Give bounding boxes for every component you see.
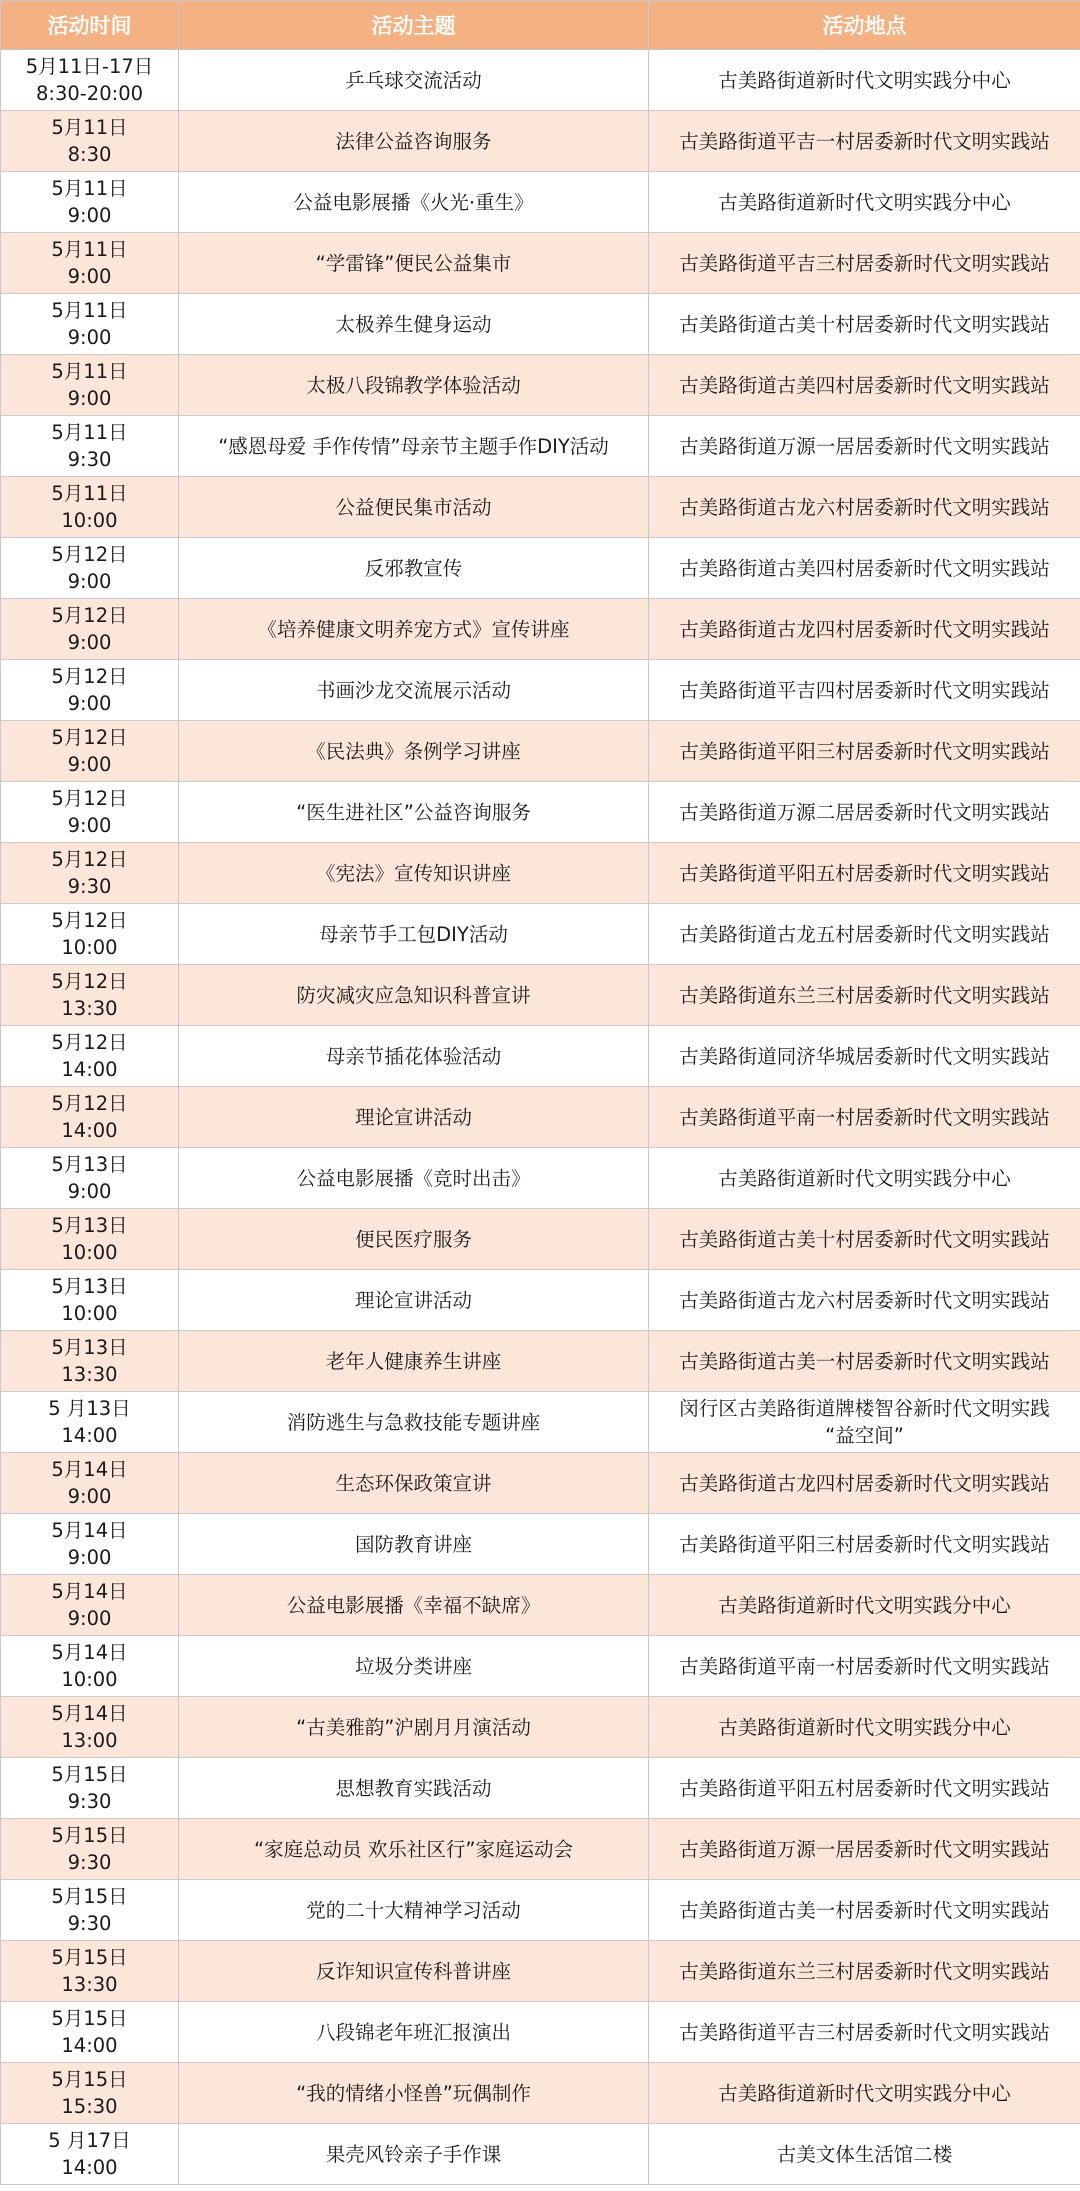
- activity-place: 古美路街道东兰三村居委新时代文明实践站: [679, 983, 1050, 1007]
- table-row: [1, 538, 1080, 599]
- activity-place: 古美文体生活馆二楼: [776, 2142, 953, 2166]
- activity-place-cell: [649, 1697, 1080, 1758]
- activity-time-cell: [1, 111, 179, 172]
- activity-date: 5月11日: [51, 421, 128, 444]
- table-row: [1, 965, 1080, 1026]
- activity-topic: 果壳风铃亲子手作课: [325, 2142, 502, 2166]
- activity-date: 5月11日: [51, 238, 128, 261]
- activity-time-cell: [1, 721, 179, 782]
- activity-time-cell: [1, 172, 179, 233]
- table-row: [1, 111, 1080, 172]
- activity-place-cell: [649, 2124, 1080, 2185]
- activity-topic: 老年人健康养生讲座: [325, 1349, 502, 1373]
- activity-hour: 14:00: [61, 1424, 118, 1447]
- activity-place-cell: [649, 965, 1080, 1026]
- activity-hour: 9:30: [67, 1790, 112, 1813]
- activity-hour: 14:00: [61, 1119, 118, 1142]
- activity-topic: 《培养健康文明养宠方式》宣传讲座: [257, 617, 570, 641]
- activity-place-cell: [649, 1209, 1080, 1270]
- activity-place: 古美路街道古美四村居委新时代文明实践站: [679, 373, 1050, 397]
- activity-topic-cell: [179, 904, 649, 965]
- activity-place-cell: [649, 1270, 1080, 1331]
- activity-time-cell: [1, 1209, 179, 1270]
- table-row: [1, 1941, 1080, 2002]
- table-row: [1, 172, 1080, 233]
- activity-topic-cell: [179, 1209, 649, 1270]
- activity-place: 古美路街道平阳五村居委新时代文明实践站: [679, 861, 1050, 885]
- activity-time-cell: [1, 1453, 179, 1514]
- activity-topic: 《宪法》宣传知识讲座: [315, 861, 511, 885]
- activity-place: 古美路街道古美十村居委新时代文明实践站: [679, 312, 1050, 336]
- activity-topic: “古美雅韵”沪剧月月演活动: [296, 1715, 531, 1739]
- activity-topic-cell: [179, 1026, 649, 1087]
- activity-topic: 垃圾分类讲座: [354, 1654, 472, 1678]
- activity-time-cell: [1, 1819, 179, 1880]
- activity-date: 5月11日: [51, 299, 128, 322]
- activity-date: 5月11日-17日: [25, 55, 154, 78]
- activity-time-cell: [1, 660, 179, 721]
- activity-place-cell: [649, 660, 1080, 721]
- activity-topic: 书画沙龙交流展示活动: [315, 678, 511, 702]
- activity-place-cell: [649, 1819, 1080, 1880]
- header-activity-topic: 活动主题: [179, 1, 649, 50]
- activity-date: 5月14日: [51, 1458, 128, 1481]
- table-body: [1, 50, 1080, 2185]
- table-row: [1, 1575, 1080, 1636]
- table-row: [1, 1392, 1080, 1453]
- table-row: [1, 1331, 1080, 1392]
- activity-topic: 母亲节插花体验活动: [325, 1044, 502, 1068]
- activity-date: 5月14日: [51, 1519, 128, 1542]
- activity-date: 5月15日: [51, 2007, 128, 2030]
- activity-place: 古美路街道古美一村居委新时代文明实践站: [679, 1349, 1050, 1373]
- activity-topic-cell: [179, 477, 649, 538]
- activity-place: 古美路街道新时代文明实践分中心: [718, 1715, 1011, 1739]
- activity-place-cell: [649, 2063, 1080, 2124]
- activity-hour: 9:30: [67, 875, 112, 898]
- activity-hour: 8:30-20:00: [35, 82, 144, 105]
- activity-hour: 9:00: [67, 1180, 112, 1203]
- activity-hour: 13:30: [61, 1363, 118, 1386]
- activity-place-cell: [649, 1087, 1080, 1148]
- activity-date: 5月12日: [51, 1031, 128, 1054]
- activity-place-cell: [649, 1026, 1080, 1087]
- table-row: [1, 599, 1080, 660]
- activity-topic-cell: [179, 1392, 649, 1453]
- table-row: [1, 1148, 1080, 1209]
- activity-hour: 9:00: [67, 326, 112, 349]
- activity-hour: 8:30: [67, 143, 112, 166]
- activity-date: 5月11日: [51, 116, 128, 139]
- activity-date: 5月14日: [51, 1702, 128, 1725]
- activity-topic-cell: [179, 1758, 649, 1819]
- activity-topic: “感恩母爱 手作传情”母亲节主题手作DIY活动: [218, 434, 609, 458]
- activity-date: 5月12日: [51, 848, 128, 871]
- activity-topic-cell: [179, 782, 649, 843]
- activity-topic: 消防逃生与急救技能专题讲座: [286, 1410, 541, 1434]
- activity-hour: 9:00: [67, 570, 112, 593]
- header-activity-place: 活动地点: [649, 1, 1080, 50]
- activity-place-cell: [649, 721, 1080, 782]
- activity-time-cell: [1, 1697, 179, 1758]
- activity-topic: 公益电影展播《竞时出击》: [296, 1166, 531, 1190]
- table-row: [1, 1514, 1080, 1575]
- activity-place: 古美路街道平南一村居委新时代文明实践站: [679, 1654, 1050, 1678]
- activity-date: 5月15日: [51, 1885, 128, 1908]
- table-row: [1, 782, 1080, 843]
- table-row: [1, 660, 1080, 721]
- activity-place-cell: [649, 1514, 1080, 1575]
- activity-date: 5月13日: [51, 1153, 128, 1176]
- activity-topic: 便民医疗服务: [354, 1227, 472, 1251]
- table-row: [1, 294, 1080, 355]
- activity-date: 5月11日: [51, 360, 128, 383]
- activity-time-cell: [1, 2002, 179, 2063]
- activity-time-cell: [1, 1941, 179, 2002]
- table-row: [1, 1209, 1080, 1270]
- activity-hour: 15:30: [61, 2095, 118, 2118]
- activity-place: 古美路街道古美十村居委新时代文明实践站: [679, 1227, 1050, 1251]
- activity-time-cell: [1, 416, 179, 477]
- activity-topic-cell: [179, 843, 649, 904]
- activity-date: 5月15日: [51, 1824, 128, 1847]
- activity-topic: 反诈知识宣传科普讲座: [315, 1959, 511, 1983]
- activity-topic-cell: [179, 355, 649, 416]
- activity-place-cell: [649, 1941, 1080, 2002]
- activity-place-cell: [649, 111, 1080, 172]
- activity-hour: 10:00: [61, 509, 118, 532]
- activity-date: 5月12日: [51, 726, 128, 749]
- activity-topic-cell: [179, 1575, 649, 1636]
- activity-topic: 防灾减灾应急知识科普宣讲: [296, 983, 531, 1007]
- table-row: [1, 721, 1080, 782]
- activity-time-cell: [1, 1331, 179, 1392]
- activity-topic-cell: [179, 599, 649, 660]
- activity-hour: 9:00: [67, 631, 112, 654]
- activity-topic: 太极八段锦教学体验活动: [306, 373, 521, 397]
- activity-date: 5 月17日: [48, 2129, 131, 2152]
- activity-topic-cell: [179, 1453, 649, 1514]
- activity-time-cell: [1, 965, 179, 1026]
- activity-topic-cell: [179, 294, 649, 355]
- activity-date: 5月14日: [51, 1641, 128, 1664]
- activity-topic: 理论宣讲活动: [354, 1288, 472, 1312]
- activity-topic-cell: [179, 1819, 649, 1880]
- activity-place: 古美路街道古美四村居委新时代文明实践站: [679, 556, 1050, 580]
- activity-place-cell: [649, 599, 1080, 660]
- activity-hour: 14:00: [61, 1058, 118, 1081]
- table-row: [1, 843, 1080, 904]
- activity-date: 5月13日: [51, 1214, 128, 1237]
- activity-place: 古美路街道新时代文明实践分中心: [718, 1166, 1011, 1190]
- activity-topic-cell: [179, 721, 649, 782]
- activity-place-cell: [649, 233, 1080, 294]
- activity-date: 5月12日: [51, 1092, 128, 1115]
- activity-place-cell: [649, 782, 1080, 843]
- activity-date: 5月12日: [51, 543, 128, 566]
- activity-hour: 10:00: [61, 1302, 118, 1325]
- activity-place-cell: [649, 2002, 1080, 2063]
- activity-place: 古美路街道平吉三村居委新时代文明实践站: [679, 2020, 1050, 2044]
- activity-place: 古美路街道平吉一村居委新时代文明实践站: [679, 129, 1050, 153]
- activity-place: 古美路街道平阳三村居委新时代文明实践站: [679, 1532, 1050, 1556]
- activity-topic: 法律公益咨询服务: [335, 129, 492, 153]
- activity-place-cell: [649, 477, 1080, 538]
- activity-place: 古美路街道万源一居居委新时代文明实践站: [679, 1837, 1050, 1861]
- activity-topic: 公益电影展播《火光·重生》: [293, 190, 534, 214]
- activity-time-cell: [1, 1758, 179, 1819]
- activity-place-cell: [649, 416, 1080, 477]
- activity-topic: 反邪教宣传: [364, 556, 463, 580]
- activity-time-cell: [1, 1880, 179, 1941]
- activity-hour: 9:30: [67, 448, 112, 471]
- activity-place-cell: [649, 1575, 1080, 1636]
- activity-topic-cell: [179, 111, 649, 172]
- activity-topic-cell: [179, 660, 649, 721]
- activity-topic: 国防教育讲座: [354, 1532, 472, 1556]
- table-row: [1, 2124, 1080, 2185]
- activity-topic-cell: [179, 538, 649, 599]
- activity-hour: 13:00: [61, 1729, 118, 1752]
- header-row: [1, 1, 1080, 50]
- activity-date: 5月15日: [51, 1946, 128, 1969]
- activity-hour: 10:00: [61, 936, 118, 959]
- table-row: [1, 477, 1080, 538]
- activity-hour: 10:00: [61, 1668, 118, 1691]
- activity-hour: 9:00: [67, 1485, 112, 1508]
- table-row: [1, 1087, 1080, 1148]
- activity-topic: 乒乓球交流活动: [345, 68, 482, 92]
- activity-date: 5月12日: [51, 665, 128, 688]
- activity-topic: 太极养生健身运动: [335, 312, 492, 336]
- activity-hour: 9:00: [67, 204, 112, 227]
- activity-place-cell: [649, 1453, 1080, 1514]
- table-row: [1, 1636, 1080, 1697]
- activity-time-cell: [1, 1392, 179, 1453]
- activity-hour: 13:30: [61, 1973, 118, 1996]
- activity-place-cell: [649, 538, 1080, 599]
- activity-topic-cell: [179, 1148, 649, 1209]
- activity-date: 5月15日: [51, 2068, 128, 2091]
- activity-place-cell: [649, 1331, 1080, 1392]
- activity-date: 5月12日: [51, 787, 128, 810]
- activity-time-cell: [1, 50, 179, 111]
- table-row: [1, 2063, 1080, 2124]
- activity-time-cell: [1, 477, 179, 538]
- activity-hour: 9:00: [67, 265, 112, 288]
- table-header: [1, 1, 1080, 50]
- activity-place: 古美路街道平阳三村居委新时代文明实践站: [679, 739, 1050, 763]
- activity-place: 古美路街道古龙六村居委新时代文明实践站: [679, 1288, 1050, 1312]
- activity-topic: 《民法典》条例学习讲座: [306, 739, 521, 763]
- activity-topic: 思想教育实践活动: [335, 1776, 492, 1800]
- activity-hour: 9:30: [67, 1912, 112, 1935]
- activity-time-cell: [1, 1026, 179, 1087]
- activity-place-cell: [649, 1392, 1080, 1453]
- activity-hour: 9:00: [67, 1546, 112, 1569]
- activity-time-cell: [1, 2124, 179, 2185]
- activity-hour: 9:00: [67, 814, 112, 837]
- table-row: [1, 1758, 1080, 1819]
- activity-time-cell: [1, 1270, 179, 1331]
- activity-topic: 党的二十大精神学习活动: [306, 1898, 521, 1922]
- activity-topic-cell: [179, 1514, 649, 1575]
- activity-hour: 9:00: [67, 387, 112, 410]
- activity-place-cell: [649, 172, 1080, 233]
- activity-topic-cell: [179, 1331, 649, 1392]
- activity-time-cell: [1, 1575, 179, 1636]
- activity-place-cell: [649, 1636, 1080, 1697]
- activity-topic-cell: [179, 1697, 649, 1758]
- activity-time-cell: [1, 1148, 179, 1209]
- activity-place: 古美路街道新时代文明实践分中心: [718, 1593, 1011, 1617]
- activity-place-cell: [649, 50, 1080, 111]
- activity-topic-cell: [179, 1880, 649, 1941]
- activity-hour: 9:00: [67, 692, 112, 715]
- activity-topic-cell: [179, 416, 649, 477]
- activity-hour: 9:30: [67, 1851, 112, 1874]
- table-row: [1, 233, 1080, 294]
- activity-hour: 14:00: [61, 2034, 118, 2057]
- activity-topic-cell: [179, 172, 649, 233]
- activity-topic-cell: [179, 2002, 649, 2063]
- activity-place-cell: [649, 294, 1080, 355]
- table-row: [1, 1697, 1080, 1758]
- table-row: [1, 50, 1080, 111]
- activity-topic: “我的情绪小怪兽”玩偶制作: [296, 2081, 531, 2105]
- activity-place: 古美路街道古美一村居委新时代文明实践站: [679, 1898, 1050, 1922]
- activity-topic: “医生进社区”公益咨询服务: [296, 800, 531, 824]
- activity-topic-cell: [179, 1270, 649, 1331]
- activity-topic-cell: [179, 1087, 649, 1148]
- table-row: [1, 1026, 1080, 1087]
- activity-topic-cell: [179, 1941, 649, 2002]
- activity-date: 5 月13日: [48, 1397, 131, 1420]
- activity-place: 古美路街道平南一村居委新时代文明实践站: [679, 1105, 1050, 1129]
- activity-place: 古美路街道平吉三村居委新时代文明实践站: [679, 251, 1050, 275]
- activity-place: 古美路街道古龙四村居委新时代文明实践站: [679, 1471, 1050, 1495]
- activity-time-cell: [1, 599, 179, 660]
- activity-topic: “学雷锋”便民公益集市: [315, 251, 512, 275]
- activity-topic: 公益便民集市活动: [335, 495, 492, 519]
- activity-date: 5月14日: [51, 1580, 128, 1603]
- activity-place: 古美路街道平阳五村居委新时代文明实践站: [679, 1776, 1050, 1800]
- activity-date: 5月12日: [51, 604, 128, 627]
- activity-place-cell: [649, 1880, 1080, 1941]
- activity-place: 古美路街道新时代文明实践分中心: [718, 2081, 1011, 2105]
- activity-place: 古美路街道同济华城居委新时代文明实践站: [679, 1044, 1050, 1068]
- activity-place-cell: [649, 1148, 1080, 1209]
- activity-place-cell: [649, 355, 1080, 416]
- header-activity-time: 活动时间: [1, 1, 179, 50]
- activity-place: 古美路街道古龙五村居委新时代文明实践站: [679, 922, 1050, 946]
- table-row: [1, 355, 1080, 416]
- activity-time-cell: [1, 2063, 179, 2124]
- activity-topic-cell: [179, 233, 649, 294]
- activity-date: 5月15日: [51, 1763, 128, 1786]
- activity-time-cell: [1, 1087, 179, 1148]
- activity-place: 古美路街道东兰三村居委新时代文明实践站: [679, 1959, 1050, 1983]
- activity-date: 5月13日: [51, 1275, 128, 1298]
- activity-place-cell: [649, 843, 1080, 904]
- activity-hour: 14:00: [61, 2156, 118, 2179]
- activity-time-cell: [1, 1636, 179, 1697]
- activity-place: 古美路街道万源一居居委新时代文明实践站: [679, 434, 1050, 458]
- activity-place-cell: [649, 1758, 1080, 1819]
- activity-topic: 八段锦老年班汇报演出: [315, 2020, 511, 2044]
- activity-topic: 母亲节手工包DIY活动: [319, 922, 508, 946]
- activity-topic: “家庭总动员 欢乐社区行”家庭运动会: [254, 1837, 573, 1861]
- activity-topic: 公益电影展播《幸福不缺席》: [286, 1593, 541, 1617]
- activity-time-cell: [1, 538, 179, 599]
- activity-time-cell: [1, 233, 179, 294]
- activity-date: 5月11日: [51, 482, 128, 505]
- activity-topic-cell: [179, 2063, 649, 2124]
- activity-place: 闵行区古美路街道牌楼智谷新时代文明实践 “益空间”: [679, 1397, 1050, 1447]
- activity-time-cell: [1, 294, 179, 355]
- activity-topic: 理论宣讲活动: [354, 1105, 472, 1129]
- activity-hour: 13:30: [61, 997, 118, 1020]
- activity-place: 古美路街道新时代文明实践分中心: [718, 190, 1011, 214]
- activity-time-cell: [1, 904, 179, 965]
- activity-place: 古美路街道古龙四村居委新时代文明实践站: [679, 617, 1050, 641]
- table-row: [1, 1880, 1080, 1941]
- activity-place: 古美路街道平吉四村居委新时代文明实践站: [679, 678, 1050, 702]
- table-row: [1, 1270, 1080, 1331]
- table-row: [1, 904, 1080, 965]
- activity-date: 5月13日: [51, 1336, 128, 1359]
- activity-topic-cell: [179, 50, 649, 111]
- activity-topic-cell: [179, 2124, 649, 2185]
- activity-hour: 9:00: [67, 1607, 112, 1630]
- activity-time-cell: [1, 355, 179, 416]
- activity-time-cell: [1, 782, 179, 843]
- table-row: [1, 1819, 1080, 1880]
- activity-time-cell: [1, 843, 179, 904]
- activity-topic-cell: [179, 1636, 649, 1697]
- activity-date: 5月12日: [51, 970, 128, 993]
- activity-place: 古美路街道古龙六村居委新时代文明实践站: [679, 495, 1050, 519]
- activity-topic: 生态环保政策宣讲: [335, 1471, 492, 1495]
- activity-hour: 10:00: [61, 1241, 118, 1264]
- activity-date: 5月11日: [51, 177, 128, 200]
- table-row: [1, 2002, 1080, 2063]
- activity-place: 古美路街道新时代文明实践分中心: [718, 68, 1011, 92]
- activity-date: 5月12日: [51, 909, 128, 932]
- activity-place-cell: [649, 904, 1080, 965]
- table-row: [1, 416, 1080, 477]
- table-row: [1, 1453, 1080, 1514]
- activity-hour: 9:00: [67, 753, 112, 776]
- activity-time-cell: [1, 1514, 179, 1575]
- activity-topic-cell: [179, 965, 649, 1026]
- activity-place: 古美路街道万源二居居委新时代文明实践站: [679, 800, 1050, 824]
